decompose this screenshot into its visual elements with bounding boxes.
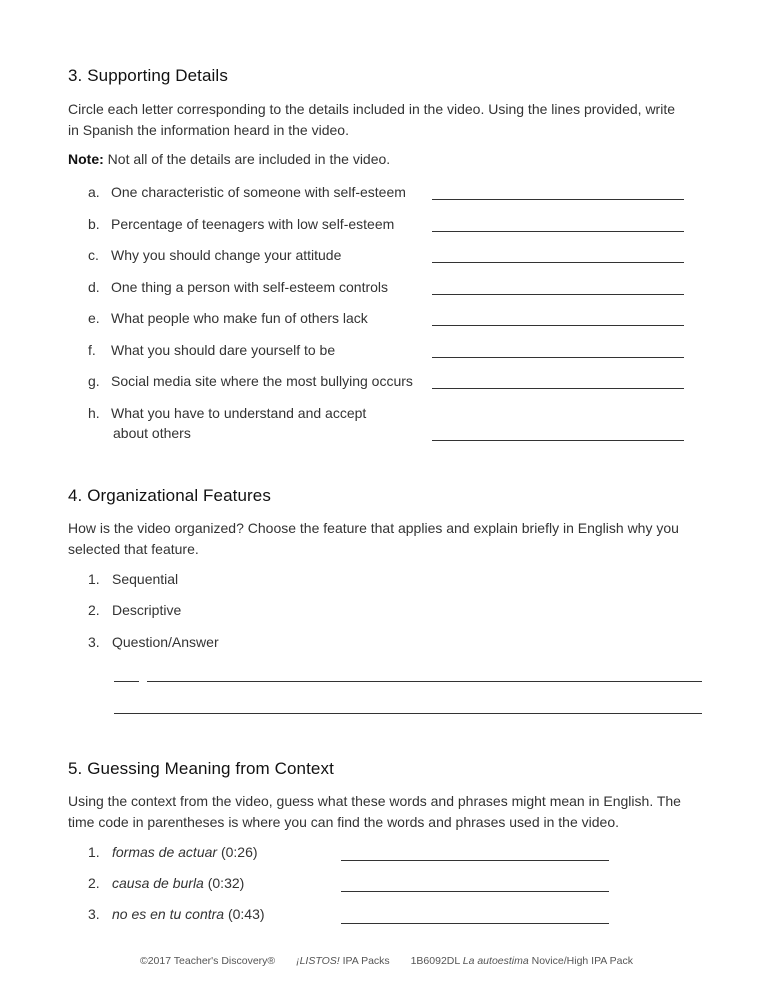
answer-line-e[interactable] [432, 325, 684, 326]
footer-brand [296, 955, 390, 967]
option-sequential[interactable] [88, 571, 178, 587]
detail-letter[interactable]: b. [88, 216, 100, 232]
detail-text: Why you should change your attitude [111, 247, 342, 263]
option-label: Descriptive [112, 602, 182, 618]
detail-text: Social media site where the most bullying occurs [111, 373, 413, 389]
detail-text-line-2: about others [113, 425, 191, 441]
context-item-2 [88, 875, 244, 891]
detail-item-c[interactable] [88, 245, 341, 265]
section-4-instructions [68, 518, 718, 559]
detail-letter[interactable]: f. [88, 342, 96, 358]
answer-line-b[interactable] [432, 231, 684, 232]
footer-brand-rest: IPA Packs [339, 955, 390, 967]
section-3-heading: 3. Supporting Details [68, 66, 228, 85]
context-item-1 [88, 844, 258, 860]
meaning-line-2[interactable] [341, 891, 609, 892]
section-3-instructions-line-1: Circle each letter corresponding to the details included in the video. Using the lines provided, write [68, 101, 676, 117]
answer-line-g[interactable] [432, 388, 684, 389]
answer-line-d[interactable] [432, 294, 684, 295]
detail-item-d[interactable] [88, 277, 388, 297]
context-time-code: (0:32) [203, 875, 245, 891]
context-number: 2. [88, 875, 100, 891]
option-descriptive[interactable] [88, 602, 181, 618]
meaning-line-3[interactable] [341, 923, 609, 924]
option-label: Sequential [112, 571, 179, 587]
detail-item-g[interactable] [88, 371, 413, 391]
section-3-instructions-line-2: in Spanish the information heard in the video. [68, 121, 349, 138]
detail-item-a[interactable] [88, 182, 406, 202]
context-phrase: no es en tu contra [112, 906, 225, 922]
meaning-line-1[interactable] [341, 860, 609, 861]
footer-brand-italic: ¡LISTOS! [296, 955, 340, 967]
section-3-instructions [68, 99, 718, 140]
option-number: 3. [88, 634, 100, 650]
detail-text: One characteristic of someone with self-esteem [111, 184, 406, 200]
section-5-instructions-line-1: Using the context from the video, guess what these words and phrases might mean in English. The [68, 793, 681, 809]
section-4-instructions-line-1: How is the video organized? Choose the feature that applies and explain briefly in English why you [68, 520, 679, 536]
detail-letter[interactable]: h. [88, 405, 100, 421]
footer-copyright: ©2017 Teacher's Discovery® [139, 955, 276, 967]
section-4-heading: 4. Organizational Features [68, 486, 271, 505]
answer-line-f[interactable] [432, 357, 684, 358]
option-label: Question/Answer [112, 634, 219, 650]
explanation-line-2[interactable] [114, 713, 702, 714]
note-label: Note: [68, 151, 104, 167]
option-question-answer[interactable] [88, 634, 219, 650]
page-footer [0, 955, 773, 967]
option-number: 2. [88, 602, 100, 618]
answer-line-h[interactable] [432, 440, 684, 441]
footer-code: 1B6092DL [410, 955, 463, 967]
context-phrase: formas de actuar [112, 844, 218, 860]
detail-letter[interactable]: a. [88, 184, 100, 200]
detail-text: Percentage of teenagers with low self-esteem [111, 216, 395, 232]
detail-item-b[interactable] [88, 214, 394, 234]
detail-item-f[interactable] [88, 340, 335, 360]
option-number: 1. [88, 571, 100, 587]
detail-text: One thing a person with self-esteem controls [111, 279, 389, 295]
answer-line-a[interactable] [432, 199, 684, 200]
context-number: 3. [88, 906, 100, 922]
detail-item-h[interactable] [88, 403, 366, 443]
detail-text-line-1: What you have to understand and accept [111, 405, 367, 421]
context-phrase: causa de burla [112, 875, 204, 891]
footer-title-italic: La autoestima [462, 955, 529, 967]
section-4-instructions-line-2: selected that feature. [68, 540, 199, 557]
footer-product [411, 955, 633, 967]
answer-line-c[interactable] [432, 262, 684, 263]
detail-letter[interactable]: e. [88, 310, 100, 326]
explanation-line-1[interactable] [147, 681, 702, 682]
footer-title-rest: Novice/High IPA Pack [528, 955, 633, 967]
detail-letter[interactable]: d. [88, 279, 100, 295]
detail-text: What you should dare yourself to be [111, 342, 336, 358]
note-text: Not all of the details are included in the video. [103, 151, 391, 167]
detail-text [111, 403, 366, 443]
detail-item-e[interactable] [88, 308, 368, 328]
context-time-code: (0:43) [224, 906, 265, 922]
detail-letter[interactable]: g. [88, 373, 100, 389]
context-number: 1. [88, 844, 100, 860]
context-time-code: (0:26) [217, 844, 258, 860]
detail-text: What people who make fun of others lack [111, 310, 368, 326]
section-5-instructions [68, 791, 718, 832]
note [68, 151, 390, 167]
detail-letter[interactable]: c. [88, 247, 99, 263]
section-5-heading: 5. Guessing Meaning from Context [68, 759, 334, 778]
feature-choice-blank[interactable] [114, 681, 139, 682]
context-item-3 [88, 906, 265, 922]
section-5-instructions-line-2: time code in parentheses is where you can find the words and phrases used in the video. [68, 813, 619, 830]
